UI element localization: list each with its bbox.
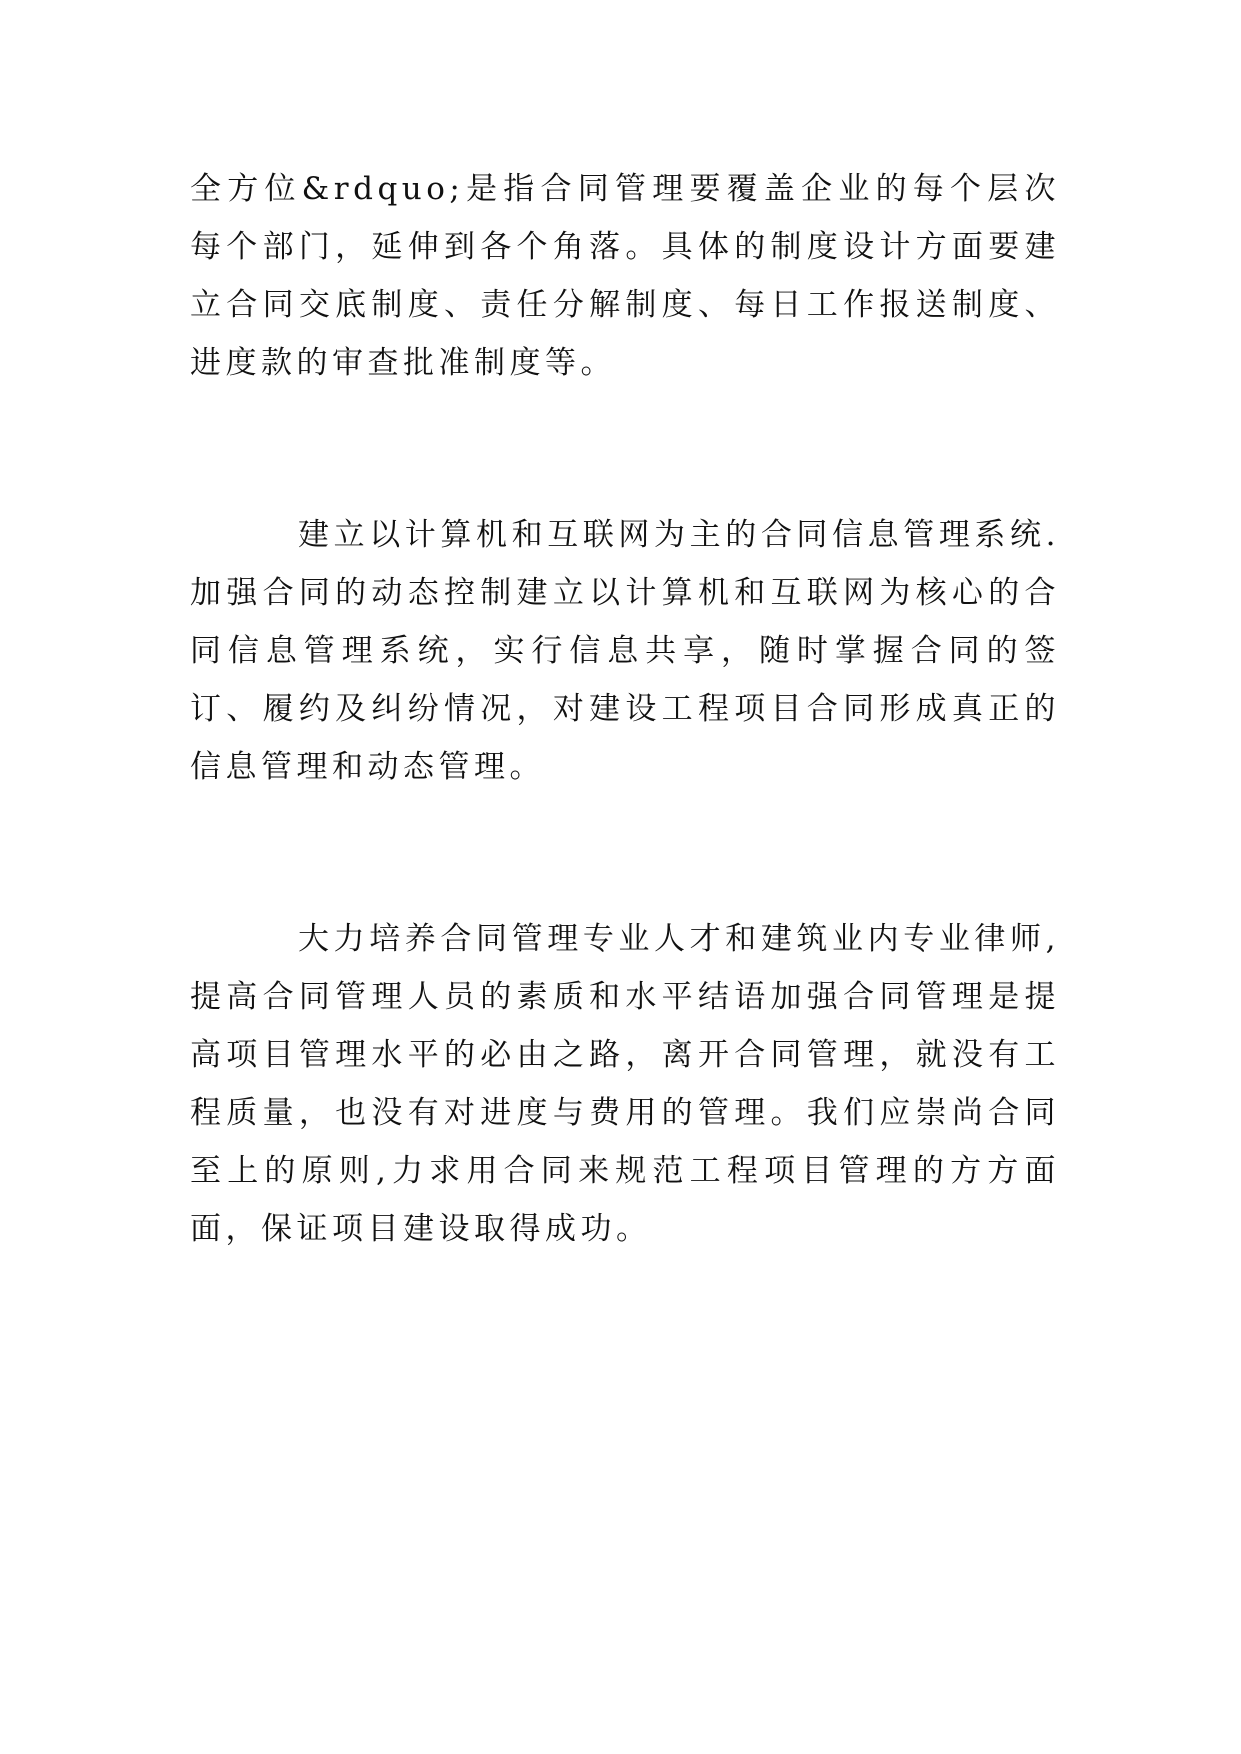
paragraph-3: 大力培养合同管理专业人才和建筑业内专业律师,提高合同管理人员的素质和水平结语加强合同管理是提高项目管理水平的必由之路，离开合同管理，就没有工程质量，也没有对进度与费用的管理。我们应崇尚合同至上的原则,力求用合同来规范工程项目管理的方方面面，保证项目建设取得成功。 [190,921,1060,1247]
paragraph-2: 建立以计算机和互联网为主的合同信息管理系统.加强合同的动态控制建立以计算机和互联网为核心的合同信息管理系统，实行信息共享，随时掌握合同的签订、履约及纠纷情况，对建设工程项目合同形成真正的信息管理和动态管理。 [190,517,1060,785]
paragraph-1: 全方位&rdquo;是指合同管理要覆盖企业的每个层次每个部门，延伸到各个角落。具体的制度设计方面要建立合同交底制度、责任分解制度、每日工作报送制度、进度款的审查批准制度等。 [190,171,1060,381]
